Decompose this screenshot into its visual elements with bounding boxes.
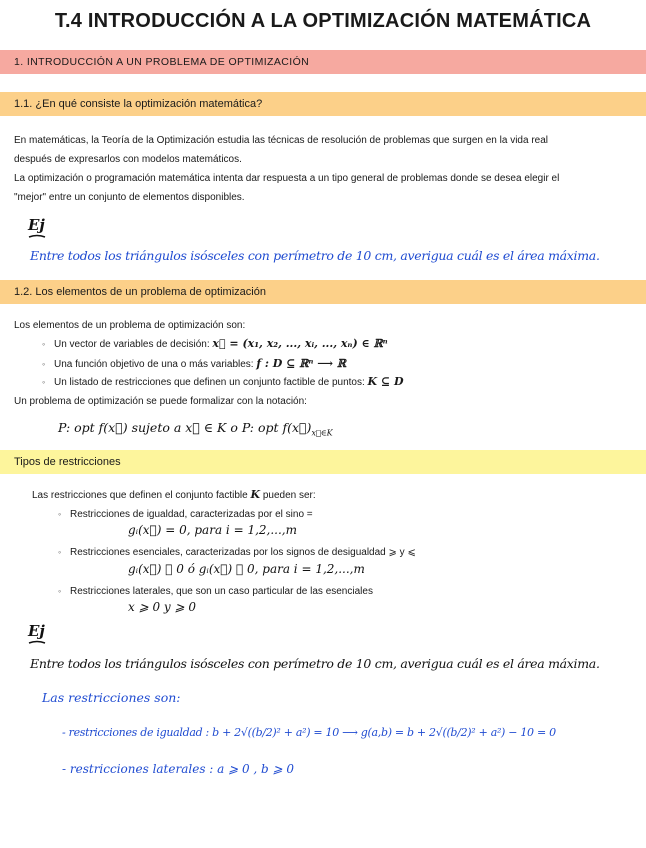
bullet-icon: ◦ (42, 339, 46, 349)
example-2-label: Ej (28, 622, 45, 640)
section-header-tipos-label: Tipos de restricciones (14, 456, 121, 468)
lateral-restriction-line: - restricciones laterales : a ⩾ 0 , b ⩾ 0 (62, 762, 295, 776)
underline-icon (28, 234, 46, 240)
section-header-1-2 (0, 280, 646, 304)
list-item: ◦ Restricciones esenciales, caracterizadas por los signos de desigualdad ⩾ y ⩽ (58, 547, 416, 558)
section-header-1-label: 1. INTRODUCCIÓN A UN PROBLEMA DE OPTIMIZACIÓN (14, 56, 310, 68)
list-item: ◦ Un vector de variables de decisión: x⃗ = (x₁, x₂, ..., xᵢ, ..., xₙ) ∈ ℝⁿ (42, 337, 388, 350)
list-item: ◦ Restricciones laterales, que son un caso particular de las esenciales (58, 586, 373, 597)
equality-restriction-line: - restricciones de igualdad : b + 2√((b/2)² + a²) = 10 ⟶ g(a,b) = b + 2√((b/2)² + a²) − 10 = 0 (62, 726, 556, 739)
notation-formula: P: opt f(x⃗) sujeto a x⃗ ∈ K o P: opt $f(x⃗)_{x⃗\in K}$ (58, 420, 333, 438)
section-header-1-1 (0, 92, 646, 116)
essential-formula: gᵢ(x⃗) ⩾ 0 ó gᵢ(x⃗) ⩽ 0, para i = 1,2,...,m (128, 562, 365, 576)
underline-icon (28, 640, 46, 646)
equality-formula: gᵢ(x⃗) = 0, para i = 1,2,...,m (128, 523, 297, 537)
restrictions-intro: Las restricciones que definen el conjunto factible K pueden ser: (32, 488, 316, 501)
section-header-tipos (0, 450, 646, 474)
intro-p1-line1: En matemáticas, la Teoría de la Optimización estudia las técnicas de resolución de problemas que surgen en la vida real (14, 135, 548, 146)
bullet-icon: ◦ (58, 509, 62, 519)
example-1-text: Entre todos los triángulos isósceles con perímetro de 10 cm, averigua cuál es el área máxima. (30, 248, 600, 263)
feasible-set-symbol: K (250, 488, 261, 501)
bullet-icon: ◦ (58, 586, 62, 596)
lateral-formula: x ⩾ 0 y ⩾ 0 (128, 600, 196, 614)
intro-paragraph-1 (14, 131, 559, 207)
list-item: ◦ Una función objetivo de una o más variables: f : D ⊆ ℝⁿ ⟶ ℝ (42, 357, 346, 370)
section-header-1-1-label: 1.1. ¿En qué consiste la optimización matemática? (14, 98, 263, 110)
list-item: ◦ Un listado de restricciones que definen un conjunto factible de puntos: K ⊆ D (42, 375, 404, 388)
example-1-label: Ej (28, 216, 45, 234)
restrictions-heading: Las restricciones son: (42, 690, 181, 705)
notation-subscript: x⃗∈K (311, 428, 333, 438)
feasible-set-formula: K ⊆ D (367, 375, 404, 388)
page-title: T.4 INTRODUCCIÓN A LA OPTIMIZACIÓN MATEMÁTICA (54, 10, 592, 32)
list-item: ◦ Restricciones de igualdad, caracterizadas por el sino = (58, 509, 313, 520)
bullet-icon: ◦ (58, 547, 62, 557)
example-2-text: Entre todos los triángulos isósceles con perímetro de 10 cm, averigua cuál es el área máxima. (30, 656, 600, 671)
intro-p2-line2: "mejor" entre un conjunto de elementos disponibles. (14, 192, 245, 203)
objective-function-formula: f : D ⊆ ℝⁿ ⟶ ℝ (256, 357, 346, 370)
section-header-1 (0, 50, 646, 74)
intro-p1-line2: después de expresarlos con modelos matemáticos. (14, 154, 242, 165)
bullet-icon: ◦ (42, 377, 46, 387)
section-header-1-2-label: 1.2. Los elementos de un problema de optimización (14, 286, 266, 298)
formalize-text: Un problema de optimización se puede formalizar con la notación: (14, 396, 307, 407)
elements-intro: Los elementos de un problema de optimización son: (14, 320, 246, 331)
decision-vector-formula: x⃗ = (x₁, x₂, ..., xᵢ, ..., xₙ) ∈ ℝⁿ (212, 337, 388, 350)
intro-p2-line1: La optimización o programación matemática intenta dar respuesta a un tipo general de problemas donde se desea elegir el (14, 173, 560, 184)
bullet-icon: ◦ (42, 359, 46, 369)
